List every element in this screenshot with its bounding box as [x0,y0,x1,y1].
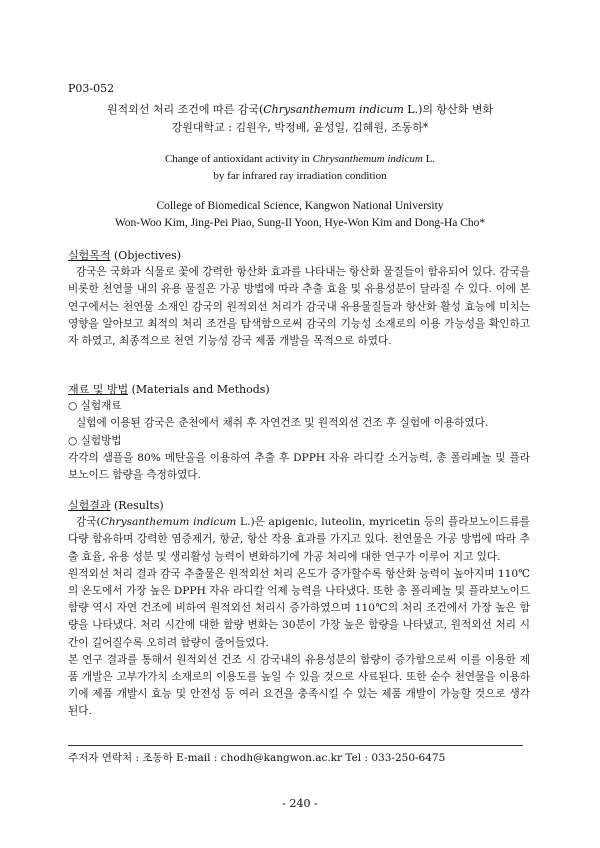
english-title-line1: Change of antioxidant activity in Chrysanthemum indicum L. [164,153,436,165]
methods-section [68,381,530,484]
author-contact: 주저자 연락처 : 조동하 E-mail : chodh@kangwon.ac.kr Tel : 033-250-6475 [68,752,446,764]
page-number: - 240 - [282,797,318,810]
objectives-section [68,247,530,350]
results-section [68,497,530,721]
english-affiliation: College of Biomedical Science, Kangwon National University [156,200,444,212]
objectives-body: 감국은 국화과 식물로 꽃에 강력한 항산화 효과를 나타내는 항산화 물질들이 함유되어 있다. 감국을 비롯한 천연물 내의 유용 물질은 가공 방법에 따라 추출 효율 및 유용성분이 달라질 수 있다. 이에 본 연구에서는 천연물 소재인 감국의 원적외선 처리가 감국내 유용물질들과 항산화 활성 효능에 미치는 영향을 알아보고 최적의 처리 조건을 탐색함으로써 감국의 기능성 소재로의 이용 가능성을 확인하고자 하였고, 최종적으로 천연 기능성 감국 제품 개발을 목적으로 하였다. [68,266,530,348]
results-paragraph-3: 본 연구 결과를 통해서 원적외선 건조 시 감국내의 유용성분의 함량이 증가함으로써 이를 이용한 제품 개발은 고부가가치 소재로의 이용도를 높일 수 있을 것으로 사료된다. 또한 순수 천연물을 이용하기에 제품 개발시 효능 및 안전성 등 여러 요건을 충족시킬 수 있는 제품 개발이 가능할 것으로 생각된다. [68,653,530,718]
footer-divider [68,745,523,746]
english-authors: Won-Woo Kim, Jing-Pei Piao, Sung-Il Yoon, Hye-Won Kim and Dong-Ha Cho* [114,217,486,229]
korean-affiliation: 강원대학교 : 김원우, 박정배, 윤성일, 김혜원, 조동하* [171,121,429,134]
methods-procedure-body: 각각의 샘플을 80% 메탄올을 이용하여 추출 후 DPPH 자유 라디칼 소거능력, 총 폴리페놀 및 플라보노이드 함량을 측정하였다. [68,451,530,482]
methods-subheading-materials: ○ 실험재료 [68,400,122,413]
objectives-heading: 실험목적 (Objectives) [68,249,182,262]
methods-subheading-procedure: ○ 실험방법 [68,434,122,447]
results-paragraph-2: 원적외선 처리 결과 감국 추출물은 원적외선 처리 온도가 증가할수록 항산화 능력이 높아지며 110℃의 온도에서 가장 높은 DPPH 자유 라디칼 억제 능력을 나타냈다. 또한 총 폴리페놀 및 플라보노이드 함량 역시 자연 건조에 비하여 원적외선 처리시 증가하였으며 110℃의 처리 조건에서 가장 높은 함량을 나타냈다. 처리 시간에 대한 함량 변화는 30분이 가장 높은 함량을 나타냈고, 원적외선 처리 시간이 길어질수록 오히려 함량이 줄어들었다. [68,567,530,649]
korean-title: 원적외선 처리 조건에 따른 감국(Chrysanthemum indicum L.)의 항산화 변화 [106,103,494,116]
results-paragraph-1: 감국(Chrysanthemum indicum L.)은 apigenic, luteolin, myricetin 등의 플라보노이드류를 다량 함유하며 강력한 염증제거, 항균, 항산 작용 효과를 가지고 있다. 천연물은 가공 방법에 따라 추출 효율, 유용 성분 및 생리활성 능력이 변화하기에 가공 처리에 대한 연구가 이루어 지고 있다. [68,516,530,563]
english-title-line2: by far infrared ray irradiation condition [213,170,387,182]
methods-heading: 재료 및 방법 (Materials and Methods) [68,383,270,396]
methods-materials-body: 실험에 이용된 감국은 춘천에서 채취 후 자연건조 및 원적외선 건조 후 실험에 이용하였다. [76,417,489,430]
abstract-code: P03-052 [68,82,115,95]
results-heading: 실험결과 (Results) [68,499,164,512]
